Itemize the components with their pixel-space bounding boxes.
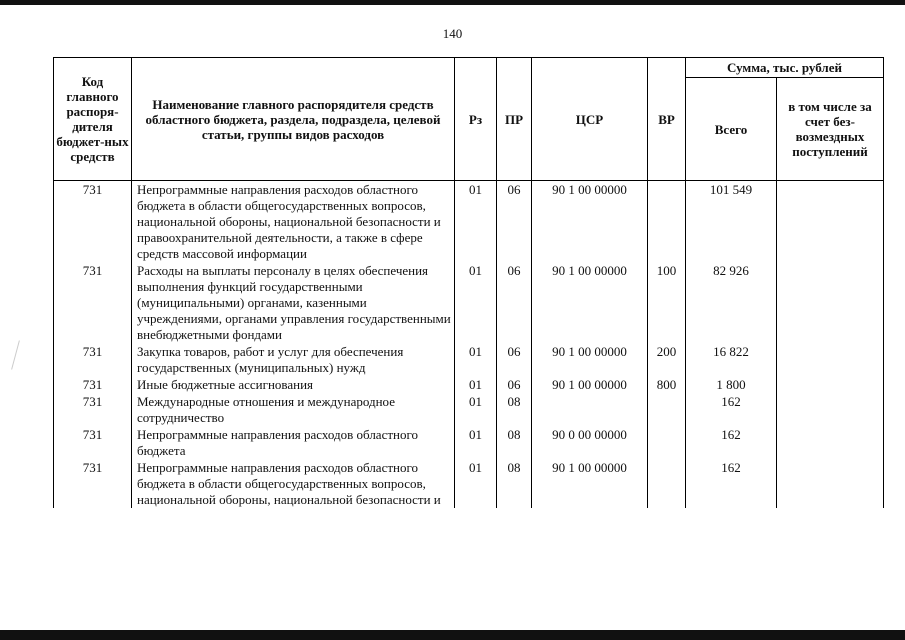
- row-incl: [777, 393, 884, 426]
- row-name: Закупка товаров, работ и услуг для обеспечения государственных (муниципальных) нужд: [132, 343, 455, 376]
- row-vr: [648, 459, 686, 508]
- row-incl: [777, 181, 884, 263]
- row-csr: 90 1 00 00000: [532, 376, 648, 393]
- row-vr: [648, 181, 686, 263]
- row-total: 162: [686, 459, 777, 508]
- row-name: Иные бюджетные ассигнования: [132, 376, 455, 393]
- row-total: 82 926: [686, 262, 777, 343]
- row-name: Международные отношения и международное сотрудничество: [132, 393, 455, 426]
- table-body: [54, 181, 884, 509]
- row-name: Непрограммные направления расходов областного бюджета в области общегосударственных вопросов, национальной обороны, национальной безопасности и правоохранительной деятельности, а также в сфере средств массовой информации: [132, 181, 455, 263]
- row-rz: 01: [455, 376, 497, 393]
- row-csr: [532, 393, 648, 426]
- row-code: 731: [54, 376, 132, 393]
- budget-table: [53, 57, 884, 508]
- header-name: Наименование главного распорядителя средств областного бюджета, раздела, подраздела, целевой статьи, группы видов расходов: [132, 58, 455, 181]
- row-pr: 08: [497, 426, 532, 459]
- row-vr: 800: [648, 376, 686, 393]
- row-code: 731: [54, 393, 132, 426]
- row-name: Расходы на выплаты персоналу в целях обеспечения выполнения функций государственными (муниципальными) органами, казенными учреждениями, органами управления государственными внебюджетными фондами: [132, 262, 455, 343]
- row-total: 101 549: [686, 181, 777, 263]
- row-incl: [777, 426, 884, 459]
- header-vr: ВР: [648, 58, 686, 181]
- table-row: [54, 426, 884, 459]
- table-row: [54, 343, 884, 376]
- row-csr: 90 0 00 00000: [532, 426, 648, 459]
- row-rz: 01: [455, 426, 497, 459]
- bottom-border: [0, 630, 905, 640]
- header-sum: Сумма, тыс. рублей: [686, 58, 884, 78]
- row-vr: [648, 393, 686, 426]
- header-rz: Рз: [455, 58, 497, 181]
- row-pr: 08: [497, 459, 532, 508]
- row-code: 731: [54, 343, 132, 376]
- top-border: [0, 0, 905, 5]
- row-csr: 90 1 00 00000: [532, 181, 648, 263]
- table-row: [54, 393, 884, 426]
- page-number: 140: [442, 26, 463, 41]
- table-row: [54, 459, 884, 508]
- row-pr: 06: [497, 376, 532, 393]
- scan-artifact: [11, 340, 20, 369]
- row-csr: 90 1 00 00000: [532, 262, 648, 343]
- row-pr: 08: [497, 393, 532, 426]
- row-rz: 01: [455, 459, 497, 508]
- header-csr: ЦСР: [532, 58, 648, 181]
- row-pr: 06: [497, 262, 532, 343]
- row-rz: 01: [455, 262, 497, 343]
- row-pr: 06: [497, 343, 532, 376]
- header-incl: в том числе за счет без-возмездных поступлений: [777, 78, 884, 181]
- header-pr: ПР: [497, 58, 532, 181]
- row-total: 1 800: [686, 376, 777, 393]
- header-total: Всего: [686, 78, 777, 181]
- row-vr: [648, 426, 686, 459]
- row-pr: 06: [497, 181, 532, 263]
- row-rz: 01: [455, 181, 497, 263]
- row-name: Непрограммные направления расходов областного бюджета: [132, 426, 455, 459]
- row-incl: [777, 262, 884, 343]
- row-rz: 01: [455, 393, 497, 426]
- row-csr: 90 1 00 00000: [532, 459, 648, 508]
- row-csr: 90 1 00 00000: [532, 343, 648, 376]
- row-total: 162: [686, 426, 777, 459]
- row-incl: [777, 376, 884, 393]
- row-code: 731: [54, 459, 132, 508]
- row-code: 731: [54, 426, 132, 459]
- row-total: 162: [686, 393, 777, 426]
- row-code: 731: [54, 181, 132, 263]
- row-total: 16 822: [686, 343, 777, 376]
- row-name: Непрограммные направления расходов областного бюджета в области общегосударственных вопросов, национальной обороны, национальной безопасности и: [132, 459, 455, 508]
- table-row: [54, 181, 884, 263]
- table-row: [54, 376, 884, 393]
- row-vr: 100: [648, 262, 686, 343]
- row-incl: [777, 459, 884, 508]
- row-vr: 200: [648, 343, 686, 376]
- table-row: [54, 262, 884, 343]
- header-code: Код главного распоря-дителя бюджет-ных средств: [54, 58, 132, 181]
- row-rz: 01: [455, 343, 497, 376]
- row-code: 731: [54, 262, 132, 343]
- row-incl: [777, 343, 884, 376]
